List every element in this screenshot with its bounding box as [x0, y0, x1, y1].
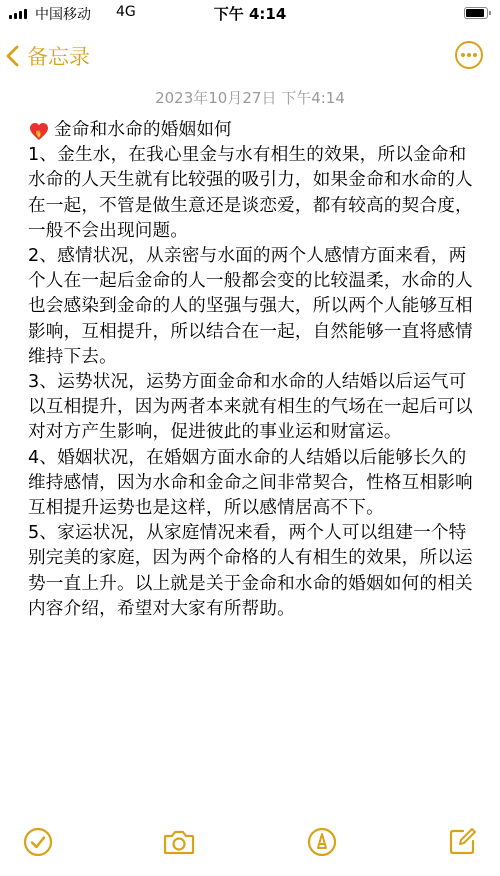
battery-icon — [464, 7, 488, 19]
compose-icon — [446, 826, 478, 858]
note-paragraph: 4、婚姻状况，在婚姻方面水命的人结婚以后能够长久的维持感情，因为水命和金命之间非常契合，性格互相影响互相提升运势也是这样，所以感情居高不下。 — [28, 447, 473, 519]
markup-icon — [306, 826, 338, 858]
carrier-name: 中国移动 — [35, 7, 91, 23]
checklist-button[interactable] — [22, 826, 54, 858]
navigation-bar — [0, 38, 500, 74]
note-body[interactable] — [28, 118, 480, 622]
network-type: 4G — [116, 4, 136, 20]
camera-icon — [162, 826, 196, 858]
note-paragraph: 3、运势状况，运势方面金命和水命的人结婚以后运气可以互相提升，因为两者本来就有相生的气场在一起后可以对对方产生影响，促进彼此的事业运和财富运。 — [28, 372, 473, 443]
checklist-icon — [22, 826, 54, 858]
status-bar — [0, 0, 500, 26]
back-button[interactable] — [6, 38, 90, 74]
markup-button[interactable] — [306, 826, 338, 858]
status-time: 下午 4:14 — [213, 5, 287, 23]
bottom-toolbar — [0, 812, 500, 876]
camera-button[interactable] — [162, 826, 194, 858]
more-options-button[interactable] — [454, 40, 484, 70]
compose-button[interactable] — [446, 826, 478, 858]
ellipsis-circle-icon — [454, 40, 484, 70]
note-title-line — [28, 118, 480, 143]
back-button-label: 备忘录 — [27, 45, 90, 69]
note-date: 2023年10月27日 下午4:14 — [155, 89, 345, 107]
chevron-left-icon — [6, 45, 19, 67]
note-paragraph: 1、金生水，在我心里金与水有相生的效果，所以金命和水命的人天生就有比较强的吸引力，如果金命和水命的人在一起，不管是做生意还是谈恋爱，都有较高的契合度，一般不会出现问题。 — [28, 145, 473, 241]
note-paragraph: 2、感情状况，从亲密与水面的两个人感情方面来看，两个人在一起后金命的人一般都会变的比较温柔，水命的人也会感染到金命的人的坚强与强大，所以两个人能够互相影响，互相提升，所以结合在一起，自然能够一直将感情维持下去。 — [28, 246, 473, 367]
note-paragraph: 5、家运状况，从家庭情况来看，两个人可以组建一个特别完美的家庭，因为两个命格的人有相生的效果，所以运势一直上升。以上就是关于金命和水命的婚姻如何的相关内容介绍，希望对大家有所帮助。 — [28, 523, 473, 619]
heart-on-fire-icon — [28, 120, 50, 142]
note-title: 金命和水命的婚姻如何 — [54, 120, 232, 140]
